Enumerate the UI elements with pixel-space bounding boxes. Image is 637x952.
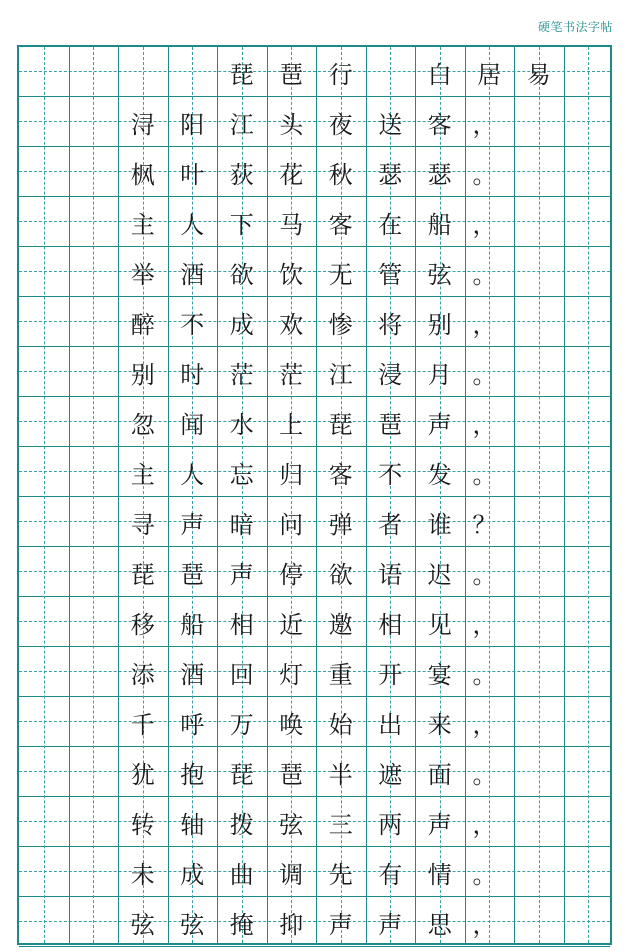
verse-char-cell: 人 <box>180 460 205 489</box>
verse-char-cell <box>69 497 119 547</box>
verse-char-cell: 琵 <box>328 410 353 439</box>
verse-char-cell: 弦 <box>180 910 205 939</box>
verse-char-cell: 茫 <box>229 360 254 389</box>
verse-char-cell <box>564 897 614 947</box>
verse-row <box>19 647 610 697</box>
verse-char-cell: 停 <box>279 560 304 589</box>
verse-char-cell: 上 <box>279 410 304 439</box>
verse-char-cell: ， <box>472 610 497 639</box>
verse-char-cell: 谁 <box>427 510 452 539</box>
verse-char-cell: 来 <box>427 710 452 739</box>
verse-char-cell <box>69 547 119 597</box>
verse-char-cell: 归 <box>279 460 304 489</box>
verse-char-cell <box>69 747 119 797</box>
verse-row <box>19 697 610 747</box>
verse-char-cell: 管 <box>378 260 403 289</box>
verse-char-cell <box>19 247 69 297</box>
verse-char-cell <box>19 97 69 147</box>
verse-char-cell: 琵 <box>229 760 254 789</box>
verse-char-cell: 声 <box>180 510 205 539</box>
verse-char-cell: 忘 <box>229 460 254 489</box>
verse-char-cell: 枫 <box>130 160 155 189</box>
verse-char-cell: 浸 <box>378 360 403 389</box>
verse-char-cell <box>514 147 564 197</box>
verse-char-cell: 转 <box>130 810 155 839</box>
verse-char-cell: 船 <box>427 210 452 239</box>
verse-char-cell: 举 <box>130 260 155 289</box>
verse-row <box>19 197 610 247</box>
verse-char-cell: ， <box>472 210 497 239</box>
verse-char-cell <box>514 797 564 847</box>
verse-char-cell: 暗 <box>229 510 254 539</box>
verse-char-cell: 江 <box>229 110 254 139</box>
verse-char-cell <box>564 447 614 497</box>
verse-row <box>19 797 610 847</box>
verse-char-cell: 半 <box>328 760 353 789</box>
verse-char-cell: 回 <box>229 660 254 689</box>
verse-char-cell: 始 <box>328 710 353 739</box>
verse-char-cell: 欢 <box>279 310 304 339</box>
verse-char-cell: ， <box>472 810 497 839</box>
verse-char-cell: ？ <box>472 510 497 539</box>
verse-row <box>19 497 610 547</box>
verse-char-cell <box>514 747 564 797</box>
verse-row <box>19 297 610 347</box>
verse-char-cell: 饮 <box>279 260 304 289</box>
verse-char-cell: 别 <box>427 310 452 339</box>
verse-row <box>19 397 610 447</box>
verse-row <box>19 847 610 897</box>
verse-char-cell: 语 <box>378 560 403 589</box>
title-row <box>19 47 610 97</box>
verse-char-cell: 出 <box>378 710 403 739</box>
verse-char-cell: 无 <box>328 260 353 289</box>
verse-char-cell <box>564 197 614 247</box>
verse-char-cell: 寻 <box>130 510 155 539</box>
verse-char-cell: 酒 <box>180 660 205 689</box>
verse-char-cell: 。 <box>472 460 497 489</box>
verse-char-cell: 遮 <box>378 760 403 789</box>
verse-char-cell <box>69 197 119 247</box>
verse-char-cell <box>514 547 564 597</box>
verse-row <box>19 547 610 597</box>
verse-char-cell <box>19 847 69 897</box>
verse-char-cell: 未 <box>130 860 155 889</box>
verse-char-cell: ， <box>472 910 497 939</box>
verse-char-cell: 掩 <box>229 910 254 939</box>
verse-char-cell: 曲 <box>229 860 254 889</box>
title-char-cell <box>19 47 69 97</box>
verse-char-cell: 秋 <box>328 160 353 189</box>
verse-char-cell: 头 <box>279 110 304 139</box>
verse-char-cell: 主 <box>130 210 155 239</box>
verse-char-cell <box>514 347 564 397</box>
verse-char-cell <box>514 397 564 447</box>
title-char-cell: 易 <box>526 60 551 89</box>
verse-char-cell: ， <box>472 710 497 739</box>
verse-char-cell <box>564 547 614 597</box>
verse-char-cell: 相 <box>378 610 403 639</box>
verse-char-cell <box>69 247 119 297</box>
verse-row <box>19 447 610 497</box>
verse-char-cell <box>564 247 614 297</box>
verse-char-cell <box>19 747 69 797</box>
verse-char-cell: 近 <box>279 610 304 639</box>
verse-char-cell <box>514 697 564 747</box>
verse-char-cell: 呼 <box>180 710 205 739</box>
verse-char-cell: 。 <box>472 660 497 689</box>
verse-char-cell: 抱 <box>180 760 205 789</box>
verse-char-cell: 。 <box>472 760 497 789</box>
verse-char-cell: 迟 <box>427 560 452 589</box>
title-char-cell: 琵 <box>229 60 254 89</box>
verse-char-cell: 琶 <box>378 410 403 439</box>
verse-char-cell: 时 <box>180 360 205 389</box>
verse-char-cell: 成 <box>229 310 254 339</box>
verse-char-cell: 弹 <box>328 510 353 539</box>
verse-char-cell: 先 <box>328 860 353 889</box>
verse-char-cell: 闻 <box>180 410 205 439</box>
verse-row <box>19 347 610 397</box>
verse-char-cell <box>69 797 119 847</box>
verse-char-cell <box>514 897 564 947</box>
verse-char-cell <box>19 797 69 847</box>
verse-char-cell <box>19 597 69 647</box>
verse-char-cell <box>564 397 614 447</box>
verse-char-cell: 三 <box>328 810 353 839</box>
verse-char-cell: 弦 <box>279 810 304 839</box>
verse-char-cell <box>19 397 69 447</box>
title-char-cell: 琶 <box>279 60 304 89</box>
verse-char-cell <box>69 147 119 197</box>
verse-char-cell: 声 <box>378 910 403 939</box>
verse-char-cell: 月 <box>427 360 452 389</box>
verse-char-cell <box>564 847 614 897</box>
verse-char-cell: 琶 <box>279 760 304 789</box>
verse-char-cell <box>514 497 564 547</box>
verse-char-cell <box>19 897 69 947</box>
verse-row <box>19 147 610 197</box>
verse-char-cell <box>564 347 614 397</box>
verse-char-cell: 茫 <box>279 360 304 389</box>
verse-char-cell <box>19 497 69 547</box>
verse-char-cell: 浔 <box>130 110 155 139</box>
title-char-cell <box>168 47 218 97</box>
verse-char-cell: 见 <box>427 610 452 639</box>
verse-char-cell <box>514 847 564 897</box>
verse-char-cell <box>514 597 564 647</box>
verse-char-cell: 声 <box>427 810 452 839</box>
verse-char-cell: 发 <box>427 460 452 489</box>
verse-row <box>19 897 610 947</box>
verse-char-cell: 添 <box>130 660 155 689</box>
verse-char-cell: 两 <box>378 810 403 839</box>
verse-char-cell <box>564 297 614 347</box>
verse-char-cell: 江 <box>328 360 353 389</box>
verse-char-cell <box>19 297 69 347</box>
verse-char-cell: 唤 <box>279 710 304 739</box>
verse-char-cell <box>514 647 564 697</box>
verse-char-cell: 声 <box>229 560 254 589</box>
verse-char-cell: 惨 <box>328 310 353 339</box>
verse-char-cell: 客 <box>328 210 353 239</box>
verse-char-cell <box>564 497 614 547</box>
verse-char-cell: 主 <box>130 460 155 489</box>
verse-char-cell: 。 <box>472 560 497 589</box>
title-char-cell: 行 <box>328 60 353 89</box>
verse-char-cell: 声 <box>427 410 452 439</box>
verse-char-cell <box>69 397 119 447</box>
verse-char-cell: 荻 <box>229 160 254 189</box>
verse-char-cell: 宴 <box>427 660 452 689</box>
verse-char-cell <box>19 347 69 397</box>
verse-row <box>19 97 610 147</box>
verse-char-cell <box>514 447 564 497</box>
verse-char-cell <box>514 247 564 297</box>
title-char-cell <box>564 47 614 97</box>
verse-char-cell: 问 <box>279 510 304 539</box>
verse-char-cell: 欲 <box>229 260 254 289</box>
verse-char-cell: 。 <box>472 260 497 289</box>
verse-char-cell: 犹 <box>130 760 155 789</box>
verse-char-cell: 别 <box>130 360 155 389</box>
verse-char-cell: 轴 <box>180 810 205 839</box>
verse-char-cell: 面 <box>427 760 452 789</box>
verse-char-cell <box>564 697 614 747</box>
verse-char-cell <box>564 747 614 797</box>
verse-char-cell <box>19 447 69 497</box>
verse-char-cell: 拨 <box>229 810 254 839</box>
verse-char-cell: 有 <box>378 860 403 889</box>
verse-char-cell <box>19 697 69 747</box>
verse-char-cell: 客 <box>328 460 353 489</box>
verse-char-cell: 将 <box>378 310 403 339</box>
verse-char-cell: 重 <box>328 660 353 689</box>
verse-char-cell <box>69 697 119 747</box>
verse-char-cell: 万 <box>229 710 254 739</box>
verse-char-cell: 灯 <box>279 660 304 689</box>
verse-char-cell <box>69 347 119 397</box>
verse-char-cell: ， <box>472 110 497 139</box>
verse-char-cell <box>564 597 614 647</box>
verse-row <box>19 247 610 297</box>
verse-char-cell <box>564 797 614 847</box>
title-char-cell: 白 <box>427 60 452 89</box>
verse-char-cell <box>69 597 119 647</box>
verse-char-cell: 琶 <box>180 560 205 589</box>
title-char-cell <box>118 47 168 97</box>
verse-char-cell: 叶 <box>180 160 205 189</box>
verse-char-cell: 送 <box>378 110 403 139</box>
verse-char-cell <box>69 847 119 897</box>
verse-char-cell: 声 <box>328 910 353 939</box>
verse-char-cell: 开 <box>378 660 403 689</box>
verse-char-cell: 酒 <box>180 260 205 289</box>
verse-char-cell: 马 <box>279 210 304 239</box>
verse-char-cell: 抑 <box>279 910 304 939</box>
verse-char-cell <box>69 97 119 147</box>
verse-char-cell <box>514 297 564 347</box>
verse-char-cell: 思 <box>427 910 452 939</box>
verse-char-cell <box>564 97 614 147</box>
verse-char-cell: 弦 <box>130 910 155 939</box>
verse-char-cell <box>514 97 564 147</box>
verse-char-cell: 调 <box>279 860 304 889</box>
verse-char-cell: 下 <box>229 210 254 239</box>
verse-char-cell: 在 <box>378 210 403 239</box>
verse-char-cell: 。 <box>472 860 497 889</box>
verse-char-cell: 移 <box>130 610 155 639</box>
verse-char-cell <box>19 547 69 597</box>
verse-char-cell: ， <box>472 310 497 339</box>
verse-char-cell: 花 <box>279 160 304 189</box>
verse-char-cell: 成 <box>180 860 205 889</box>
verse-char-cell: 醉 <box>130 310 155 339</box>
verse-char-cell: 瑟 <box>378 160 403 189</box>
verse-char-cell: 客 <box>427 110 452 139</box>
verse-char-cell: 欲 <box>328 560 353 589</box>
verse-char-cell <box>514 197 564 247</box>
verse-char-cell: 瑟 <box>427 160 452 189</box>
verse-char-cell: 夜 <box>328 110 353 139</box>
verse-char-cell <box>69 897 119 947</box>
verse-row <box>19 747 610 797</box>
verse-char-cell <box>564 147 614 197</box>
title-char-cell <box>366 47 416 97</box>
verse-char-cell: 忽 <box>130 410 155 439</box>
verse-char-cell: 情 <box>427 860 452 889</box>
verse-char-cell <box>19 647 69 697</box>
practice-grid <box>17 45 612 945</box>
verse-char-cell: 弦 <box>427 260 452 289</box>
verse-char-cell: 邀 <box>328 610 353 639</box>
verse-char-cell: 。 <box>472 160 497 189</box>
copybook-header: 硬笔书法字帖 <box>537 20 613 34</box>
verse-char-cell: ， <box>472 410 497 439</box>
verse-char-cell <box>69 447 119 497</box>
verse-char-cell <box>69 297 119 347</box>
verse-row <box>19 597 610 647</box>
verse-char-cell <box>69 647 119 697</box>
verse-char-cell <box>564 647 614 697</box>
verse-char-cell: 船 <box>180 610 205 639</box>
verse-char-cell: 人 <box>180 210 205 239</box>
title-char-cell <box>69 47 119 97</box>
verse-char-cell: 琵 <box>130 560 155 589</box>
verse-char-cell: 水 <box>229 410 254 439</box>
verse-char-cell: 千 <box>130 710 155 739</box>
verse-char-cell <box>19 147 69 197</box>
verse-char-cell: 相 <box>229 610 254 639</box>
verse-char-cell: 阳 <box>180 110 205 139</box>
verse-char-cell: 不 <box>378 460 403 489</box>
verse-char-cell: 不 <box>180 310 205 339</box>
title-char-cell: 居 <box>477 60 502 89</box>
verse-char-cell <box>19 197 69 247</box>
verse-char-cell: 者 <box>378 510 403 539</box>
verse-char-cell: 。 <box>472 360 497 389</box>
